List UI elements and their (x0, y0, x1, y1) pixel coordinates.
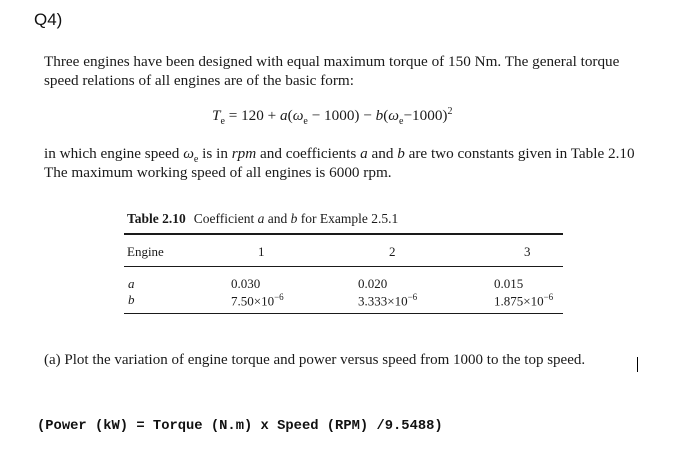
body-omega-sub: e (193, 154, 199, 166)
table-top-rule (124, 233, 563, 235)
text-cursor (637, 357, 638, 372)
table-caption (127, 211, 398, 227)
eq-omega-1: ω (292, 107, 304, 125)
part-a-question: (a) Plot the variation of engine torque and power versus speed from 1000 to the top speed. (44, 352, 586, 368)
body-and-coef: and coefficients (256, 145, 361, 162)
eq-omega-2-sub: e (399, 116, 404, 128)
body-is-in: is in (198, 145, 232, 162)
body-rpm: rpm (231, 145, 257, 162)
eq-torque-sub: e (220, 116, 225, 128)
body-text-start: in which engine speed (44, 145, 184, 162)
table-caption-a: a (257, 211, 265, 226)
body-omega: ω (183, 145, 194, 162)
eq-coef-a: a (280, 107, 288, 125)
table-cell-b-3-exp: −6 (543, 292, 554, 302)
eq-term-1-rest: − 1000) − (307, 107, 376, 125)
power-formula-note: (Power (kW) = Torque (N.m) x Speed (RPM) /9.5488) (37, 419, 443, 434)
table-row-label-b: b (128, 292, 135, 307)
table-cell-b-3 (494, 292, 553, 309)
table-cell-b-3-mantissa: 1.875×10 (494, 293, 544, 309)
eq-paren-2: ( (383, 107, 389, 125)
torque-equation (212, 106, 452, 127)
table-cell-b-2-mantissa: 3.333×10 (358, 293, 408, 309)
table-cell-b-1-exp: −6 (274, 292, 284, 302)
table-caption-suffix: for Example 2.5.1 (297, 211, 399, 226)
body-text-end: are two constants given in Table 2.10 (404, 145, 635, 162)
table-header-engine: Engine (127, 244, 164, 259)
table-caption-label: Table 2.10 (127, 211, 186, 226)
table-cell-a-1: 0.030 (231, 276, 261, 291)
intro-line-1: Three engines have been designed with equal maximum torque of 150 Nm. The general torque (44, 53, 620, 70)
intro-line-2: speed relations of all engines are of the basic form: (44, 72, 354, 89)
table-cell-b-1-mantissa: 7.50×10 (231, 293, 275, 309)
table-header-1: 1 (258, 244, 265, 259)
eq-omega-2: ω (388, 107, 400, 125)
table-row-label-a: a (128, 276, 135, 291)
table-cell-b-2-exp: −6 (407, 292, 418, 302)
table-caption-and: and (264, 211, 291, 226)
eq-power: 2 (447, 106, 453, 117)
eq-coef-b: b (375, 107, 384, 125)
table-header-rule (124, 266, 563, 267)
eq-constant: 120 + (241, 107, 281, 125)
eq-omega-1-sub: e (303, 116, 308, 128)
table-bottom-rule (124, 313, 563, 314)
table-cell-b-2 (358, 292, 417, 309)
question-label: Q4) (34, 10, 63, 29)
eq-term-2-rest: −1000) (403, 107, 448, 125)
table-header-2: 2 (389, 244, 396, 259)
eq-paren-1: ( (287, 107, 293, 125)
table-cell-a-2: 0.020 (358, 276, 388, 291)
body-a: a (360, 145, 368, 162)
body-b: b (397, 145, 405, 162)
eq-torque-symbol: T (212, 107, 221, 125)
table-caption-b: b (290, 211, 298, 226)
table-caption-prefix: Coefficient (193, 211, 258, 226)
table-cell-b-1 (231, 292, 284, 309)
body-and: and (367, 145, 398, 162)
table-header-3: 3 (524, 244, 531, 259)
eq-equals: = (224, 107, 242, 125)
table-cell-a-3: 0.015 (494, 276, 524, 291)
body-line-2: The maximum working speed of all engines is 6000 rpm. (44, 164, 392, 181)
